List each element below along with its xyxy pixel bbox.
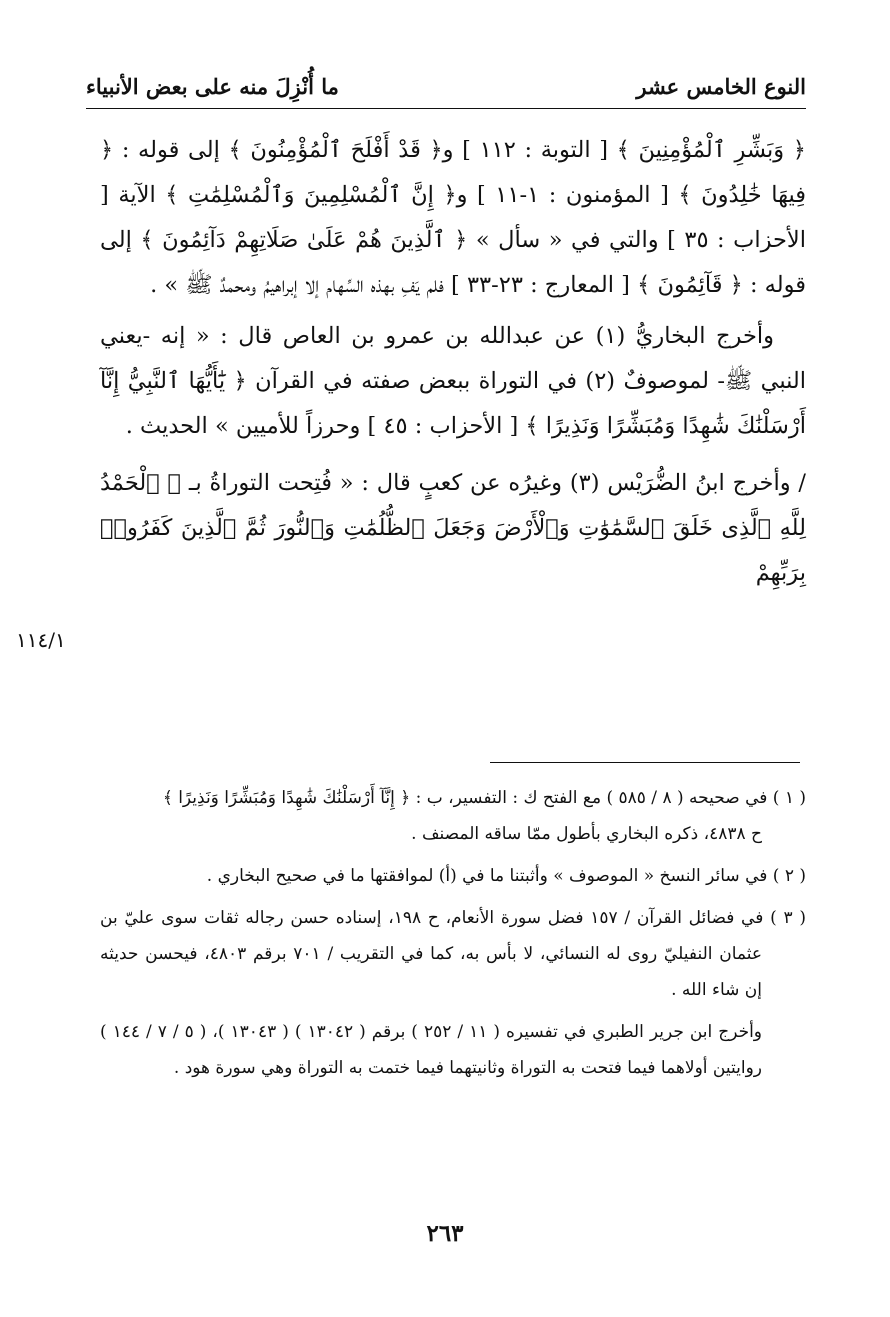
paragraph-continuation: ﴿ وَبَشِّرِ ٱلْمُؤْمِنِينَ ﴾ [ التوبة : ١١٢ ] و﴿ قَدْ أَفْلَحَ ٱلْمُؤْمِنُونَ ﴾ إلى قوله : ﴿ فِيهَا خَٰلِدُونَ ﴾ [ المؤمنون : ١-١١ ] و﴿ إِنَّ ٱلْمُسْلِمِينَ وَٱلْمُسْلِمَٰتِ ﴾ الآية [ الأحزاب : ٣٥ ] والتي في « سأل » ﴿ ٱلَّذِينَ هُمْ عَلَىٰ صَلَاتِهِمْ دَآئِمُونَ ﴾ إلى قوله : ﴿ قَآئِمُونَ ﴾ [ المعارج : ٢٣-٣٣ ] فلم يَفِ بهذه السِّهام إلا إبراهيمُ ومحمدٌ ﷺ » .: [100, 137, 806, 298]
footnote-1-line-1: ( ١ ) في صحيحه ( ٨ / ٥٨٥ ) مع الفتح ك : التفسير، ب : ﴿ إِنَّآ أَرْسَلْنَٰكَ شَٰهِدًا وَمُبَشِّرًا وَنَذِيرًا ﴾: [162, 788, 806, 808]
margin-reference: ١١٤/١: [16, 628, 66, 652]
header-section-title: ما أُنْزِلَ منه على بعض الأنبياء: [86, 73, 339, 99]
footnote-1: [100, 780, 806, 852]
header-chapter-title: النوع الخامس عشر: [636, 73, 806, 99]
footnotes: [100, 780, 806, 1092]
paragraph-bukhari: وأخرج البخاريُّ (١) عن عبدالله بن عمرو بن العاص قال : « إنه -يعني النبي ﷺ- لموصوفٌ (٢) في التوراة ببعض صفته في القرآن ﴿ يَٰٓأَيُّهَا ٱلنَّبِيُّ إِنَّآ أَرْسَلْنَٰكَ شَٰهِدًا وَمُبَشِّرًا وَنَذِيرًا ﴾ [ الأحزاب : ٤٥ ] وحرزاً للأميين » الحديث .: [100, 323, 807, 439]
header-divider: [86, 108, 806, 109]
footnote-2: ( ٢ ) في سائر النسخ « الموصوف » وأثبتنا ما في (أ) لموافقتها ما في صحيح البخاري .: [206, 866, 806, 886]
paragraph-ibn-durais: / وأخرج ابنُ الضُّرَيْس (٣) وغيرُه عن كعبٍ قال : « فُتِحت التوراةُ بـ ﴿ ٱلْحَمْدُ لِلَّهِ ٱلَّذِى خَلَقَ ٱلسَّمَٰوَٰتِ وَٱلْأَرْضَ وَجَعَلَ ٱلظُّلُمَٰتِ وَٱلنُّورَ ثُمَّ ٱلَّذِينَ كَفَرُوا۟ بِرَبِّهِمْ: [100, 470, 806, 586]
page-number: ٢٦٣: [426, 1220, 464, 1247]
running-header: [86, 66, 806, 106]
footnote-divider: [490, 762, 800, 763]
main-text: [100, 128, 806, 608]
footnote-3: ( ٣ ) في فضائل القرآن / ١٥٧ فضل سورة الأنعام، ح ١٩٨، إسناده حسن رجاله ثقات سوى عليّ بن عثمان النفيليّ روى له النسائي، لا بأس به، كما في التقريب / ٧٠١ برقم ٤٨٠٣، فيحسن حديثه إن شاء الله .: [100, 908, 806, 1000]
footnote-1-line-2: ح ٤٨٣٨، ذكره البخاري بأطول ممّا ساقه المصنف .: [411, 824, 762, 844]
footnote-3-continuation: وأخرج ابن جرير الطبري في تفسيره ( ١١ / ٢٥٢ ) برقم ( ١٣٠٤٢ ) ( ١٣٠٤٣ )، ( ٥ / ٧ / ١٤٤ ) روايتين أولاهما فيما فتحت به التوراة وثانيتهما فيما ختمت به التوراة وهي سورة هود .: [100, 1022, 763, 1078]
